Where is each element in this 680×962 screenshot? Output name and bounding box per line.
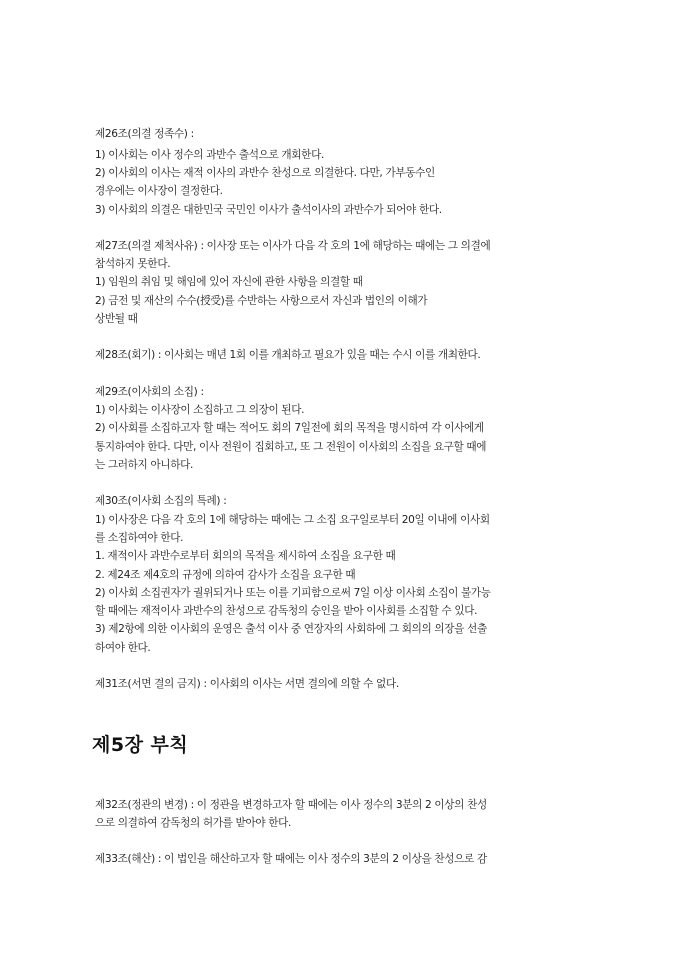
article-30-item-1: 1) 이사장은 다음 각 호의 1에 해당하는 때에는 그 소집 요구일로부터 20일 이내에 이사회 — [95, 514, 490, 526]
article-27-item-2: 2) 금전 및 재산의 수수(授受)를 수반하는 사항으로서 자신과 법인의 이해가 — [95, 295, 428, 307]
article-32-cont: 으로 의결하여 감독청의 허가를 받아야 한다. — [95, 817, 292, 829]
article-30-item-2: 2) 이사회 소집권자가 궐위되거나 또는 이를 기피함으로써 7일 이상 이사회 소집이 불가능 — [95, 587, 491, 599]
article-29-item-2-cont-2: 는 그러하지 아니하다. — [95, 459, 194, 471]
article-29-item-2-cont: 통지하여야 한다. 다만, 이사 전원이 집회하고, 또 그 전원이 이사회의 소집을 요구할 때에 — [95, 441, 487, 453]
article-27-item-2-cont: 상반될 때 — [95, 313, 138, 325]
article-30-sub-1: 1. 재적이사 과반수로부터 회의의 목적을 제시하여 소집을 요구한 때 — [95, 550, 396, 562]
article-26-item-3: 3) 이사회의 의결은 대한민국 국민인 이사가 출석이사의 과반수가 되어야 한다. — [95, 204, 442, 216]
article-30-item-3-cont: 하여야 한다. — [95, 642, 151, 654]
article-30-title: 제30조(이사회 소집의 특례) : — [95, 495, 227, 507]
article-28: 제28조(회기) : 이사회는 매년 1회 이를 개최하고 필요가 있을 때는 수시 이를 개최한다. — [95, 349, 481, 361]
article-31: 제31조(서면 결의 금지) : 이사회의 이사는 서면 결의에 의할 수 없다. — [95, 678, 399, 690]
article-30-sub-2: 2. 제24조 제4호의 규정에 의하여 감사가 소집을 요구한 때 — [95, 569, 356, 581]
article-30-item-2-cont: 할 때에는 재적이사 과반수의 찬성으로 감독청의 승인을 받아 이사회를 소집할 수 있다. — [95, 605, 478, 617]
article-26-item-2-cont: 경우에는 이사장이 결정한다. — [95, 185, 223, 197]
article-29-title: 제29조(이사회의 소집) : — [95, 386, 204, 398]
article-32: 제32조(정관의 변경) : 이 정관을 변경하고자 할 때에는 이사 정수의 3분의 2 이상의 찬성 — [95, 799, 487, 811]
article-29-item-1: 1) 이사회는 이사장이 소집하고 그 의장이 된다. — [95, 404, 305, 416]
article-26-item-2: 2) 이사회의 이사는 재적 이사의 과반수 찬성으로 의결한다. 다만, 가부동수인 — [95, 167, 435, 179]
article-30-item-1-cont: 를 소집하여야 한다. — [95, 532, 184, 544]
article-27-title-cont: 참석하지 못한다. — [95, 258, 171, 270]
article-29-item-2: 2) 이사회를 소집하고자 할 때는 적어도 회의 7일전에 회의 목적을 명시하여 각 이사에게 — [95, 422, 484, 434]
article-27-title: 제27조(의결 제척사유) : 이사장 또는 이사가 다음 각 호의 1에 해당하는 때에는 그 의결에 — [95, 240, 491, 252]
article-26-item-1: 1) 이사회는 이사 정수의 과반수 출석으로 개회한다. — [95, 149, 324, 161]
article-27-item-1: 1) 임원의 취임 및 해임에 있어 자신에 관한 사항을 의결할 때 — [95, 276, 363, 288]
article-33: 제33조(해산) : 이 법인을 해산하고자 할 때에는 이사 정수의 3분의 2 이상을 찬성으로 감 — [95, 853, 487, 865]
article-26-title: 제26조(의결 정족수) : — [95, 128, 194, 140]
chapter-5-heading: 제5장 부칙 — [92, 734, 189, 756]
article-30-item-3: 3) 제2항에 의한 이사회의 운영은 출석 이사 중 연장자의 사회하에 그 회의의 의장을 선출 — [95, 623, 487, 635]
